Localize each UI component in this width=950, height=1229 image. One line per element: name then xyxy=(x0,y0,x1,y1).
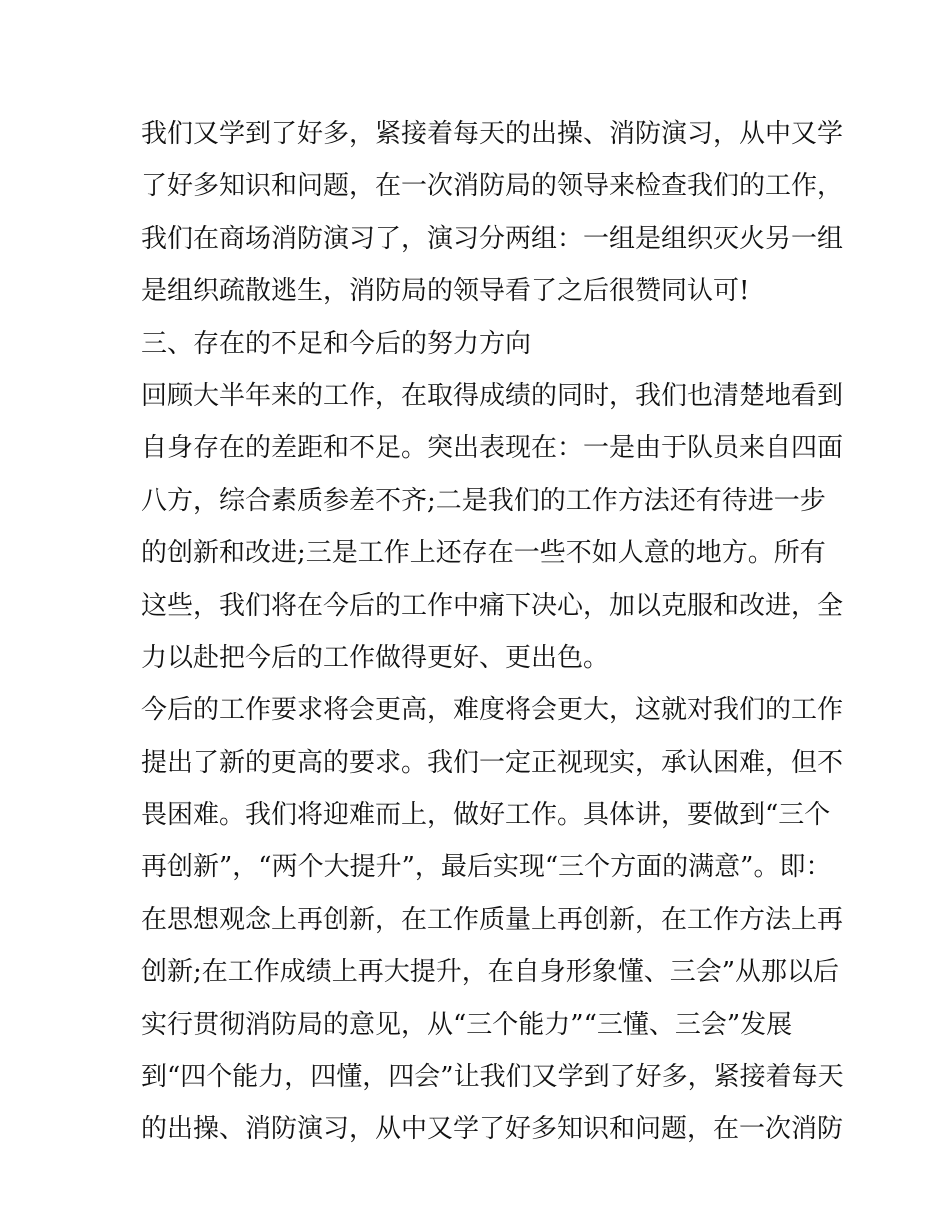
text-line: 自身存在的差距和不足。突出表现在：一是由于队员来自四面 xyxy=(141,433,844,464)
text-line: 的出操、消防演习，从中又学了好多知识和问题，在一次消防 xyxy=(141,1114,844,1145)
text-line: 到“四个能力，四懂，四会”让我们又学到了好多，紧接着每天 xyxy=(141,1062,844,1093)
text-line: 是组织疏散逃生，消防局的领导看了之后很赞同认可! xyxy=(141,276,750,307)
text-line: 提出了新的更高的要求。我们一定正视现实，承认困难，但不 xyxy=(141,747,844,778)
section-heading: 三、存在的不足和今后的努力方向 xyxy=(141,328,532,359)
text-line: 我们在商场消防演习了，演习分两组：一组是组织灭火另一组 xyxy=(141,223,844,254)
text-line: 回顾大半年来的工作，在取得成绩的同时，我们也清楚地看到 xyxy=(141,380,844,411)
text-line: 畏困难。我们将迎难而上，做好工作。具体讲，要做到“三个 xyxy=(141,800,831,831)
body-text xyxy=(141,108,844,1156)
text-line: 力以赴把今后的工作做得更好、更出色。 xyxy=(141,642,610,673)
text-line: 在思想观念上再创新，在工作质量上再创新，在工作方法上再 xyxy=(141,904,844,935)
text-line: 实行贯彻消防局的意见，从“三个能力”“三懂、三会”发展 xyxy=(141,1009,793,1040)
text-line: 这些，我们将在今后的工作中痛下决心，加以克服和改进，全 xyxy=(141,590,844,621)
text-line: 再创新”，“两个大提升”，最后实现“三个方面的满意”。即： xyxy=(141,852,832,883)
text-line: 了好多知识和问题，在一次消防局的领导来检查我们的工作， xyxy=(141,171,844,202)
text-line: 我们又学到了好多，紧接着每天的出操、消防演习，从中又学 xyxy=(141,119,844,149)
text-line: 八方，综合素质参差不齐;二是我们的工作方法还有待进一步 xyxy=(141,485,826,516)
text-line: 今后的工作要求将会更高，难度将会更大，这就对我们的工作 xyxy=(141,695,844,726)
text-line: 的创新和改进;三是工作上还存在一些不如人意的地方。所有 xyxy=(141,538,826,569)
text-line: 创新;在工作成绩上再大提升，在自身形象懂、三会”从那以后 xyxy=(141,957,840,988)
